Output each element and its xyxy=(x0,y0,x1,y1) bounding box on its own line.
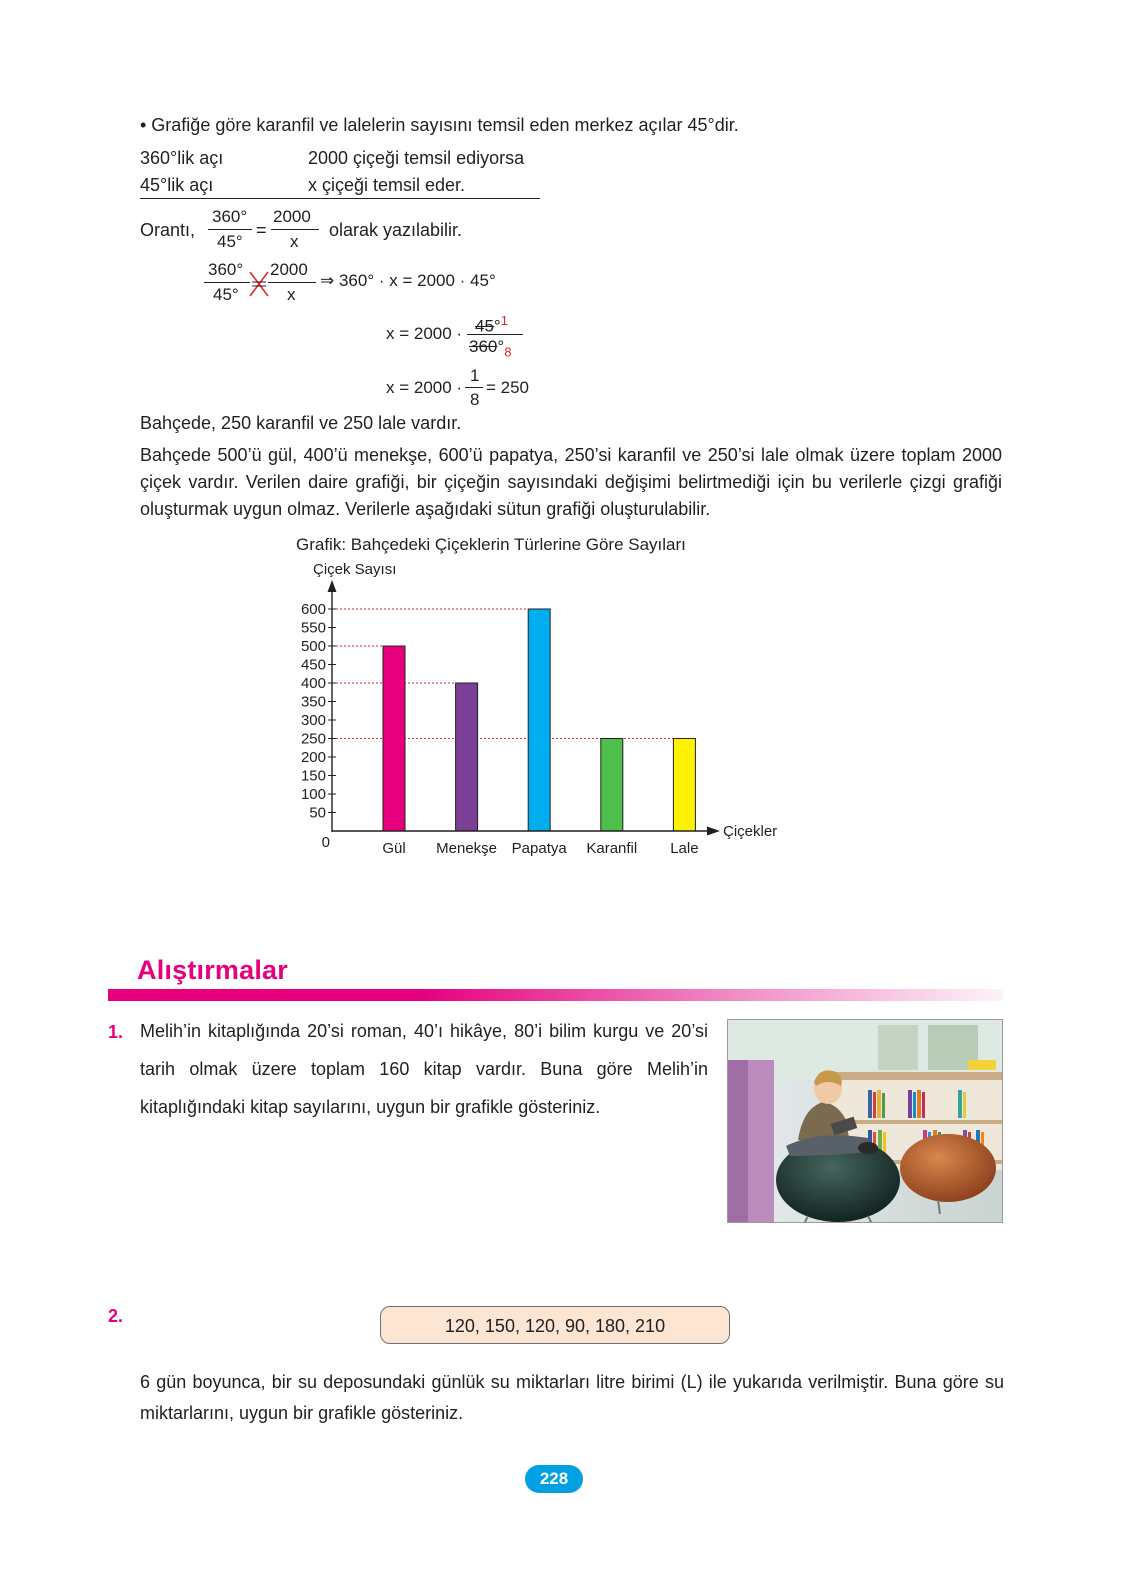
y-tick-label-0: 0 xyxy=(321,834,330,851)
proportion-numerator-2: 2000 xyxy=(273,207,311,226)
step1-num-red: 1 xyxy=(500,313,508,328)
step2-rhs: = 250 xyxy=(486,378,530,397)
x-category-label-2: Papatya xyxy=(511,840,567,857)
exercise-2-text: 6 gün boyunca, bir su deposundaki günlük su miktarları litre birimi (L) ile yukarıda verilmiştir. Buna göre su miktarlarını, uygun bir grafikle gösteriniz. xyxy=(140,1372,1004,1423)
exercise-2-data-box: 120, 150, 120, 90, 180, 210 xyxy=(380,1306,730,1344)
cross-denominator-2: x xyxy=(287,285,296,304)
proportion-equals: = xyxy=(256,220,267,240)
x-category-label-1: Menekşe xyxy=(436,840,498,857)
chart-title: Grafik: Bahçedeki Çiçeklerin Türlerine Göre Sayıları xyxy=(296,535,686,554)
chart-y-axis-label: Çiçek Sayısı xyxy=(313,561,397,578)
proportion-label: Orantı, xyxy=(140,220,196,240)
proportion-numerator-1: 360° xyxy=(212,207,248,226)
y-tick-label-600: 600 xyxy=(300,601,326,618)
bar-0 xyxy=(383,646,405,831)
exercises-heading-bar xyxy=(108,989,1003,1001)
x-category-label-4: Lale xyxy=(670,840,699,857)
conclusion-text: Bahçede, 250 karanfil ve 250 lale vardır. xyxy=(140,413,462,433)
step1-den-degree: ° xyxy=(497,337,505,356)
ratio-row1-left: 360°lik açı xyxy=(140,148,224,168)
proportion-suffix: olarak yazılabilir. xyxy=(329,220,463,240)
y-tick-label-250: 250 xyxy=(300,730,326,748)
bar-1 xyxy=(456,683,478,831)
step2-lhs: x = 2000 · xyxy=(386,378,463,397)
y-tick-label-150: 150 xyxy=(300,767,326,785)
y-tick-label-300: 300 xyxy=(300,712,326,729)
cross-denominator-1: 45° xyxy=(213,285,239,304)
exercise-1-text: Melih’in kitaplığında 20’si roman, 40’ı hikâye, 80’i bilim kurgu ve 20’si tarih olmak üzere toplam 160 kitap vardır. Buna göre Melih’in kitaplığındaki kitap sayılarını, uygun bir grafikle gösteriniz. xyxy=(140,1021,708,1117)
x-axis-arrow-icon xyxy=(707,827,720,836)
step1-den-red: 8 xyxy=(504,344,512,360)
explanation-paragraph: Bahçede 500’ü gül, 400’ü menekşe, 600’ü papatya, 250’si karanfil ve 250’si lale olmak üzere toplam 2000 çiçek vardır. Verilen daire grafiği, bir çiçeğin sayısındaki değişimi belirtmediği için bu verilerle çizgi grafiği oluşturmak uygun olmaz. Verilerle aşağıdaki sütun grafiği oluşturulabilir. xyxy=(140,445,1002,519)
cross-numerator-2: 2000 xyxy=(270,260,308,279)
y-tick-label-100: 100 xyxy=(300,786,326,803)
y-tick-label-400: 400 xyxy=(300,675,326,692)
ratio-row1-right: 2000 çiçeği temsil ediyorsa xyxy=(308,148,525,168)
step2-denominator: 8 xyxy=(470,390,480,409)
step1-lhs: x = 2000 · xyxy=(386,324,463,343)
step1-num-degree: ° xyxy=(493,316,501,336)
exercises-heading: Alıştırmalar xyxy=(137,955,288,985)
y-tick-label-500: 500 xyxy=(300,638,326,655)
proportion-denominator-1: 45° xyxy=(217,232,243,251)
exercise-1-number: 1. xyxy=(108,1022,124,1042)
y-tick-label-550: 550 xyxy=(300,619,326,637)
x-category-label-3: Karanfil xyxy=(586,840,638,857)
y-tick-label-50: 50 xyxy=(309,804,326,822)
proportion-denominator-2: x xyxy=(290,232,299,251)
bullet-line: • Grafiğe göre karanfil ve lalelerin sayısını temsil eden merkez açılar 45°dir. xyxy=(140,115,739,135)
bar-2 xyxy=(528,609,550,831)
y-tick-label-350: 350 xyxy=(300,693,326,711)
boy-reading-in-library-photo xyxy=(727,1019,1003,1223)
page-number-badge: 228 xyxy=(525,1465,583,1493)
y-axis-arrow-icon xyxy=(328,580,337,592)
cross-numerator-1: 360° xyxy=(208,260,244,279)
step1-num-value: 45 xyxy=(475,316,494,336)
exercise-2-number: 2. xyxy=(108,1306,124,1326)
y-tick-label-200: 200 xyxy=(300,749,326,766)
y-tick-label-450: 450 xyxy=(300,656,326,674)
x-category-label-0: Gül xyxy=(382,840,406,857)
chart-x-axis-label: Çiçekler xyxy=(723,823,778,840)
ratio-row2-right: x çiçeği temsil eder. xyxy=(308,175,466,195)
bar-3 xyxy=(601,739,623,832)
bar-4 xyxy=(673,739,695,832)
step1-den-value: 360 xyxy=(469,337,498,356)
step2-numerator: 1 xyxy=(470,366,480,385)
cross-result: ⇒ 360° · x = 2000 · 45° xyxy=(320,271,496,290)
ratio-row2-left: 45°lik açı xyxy=(140,175,214,195)
